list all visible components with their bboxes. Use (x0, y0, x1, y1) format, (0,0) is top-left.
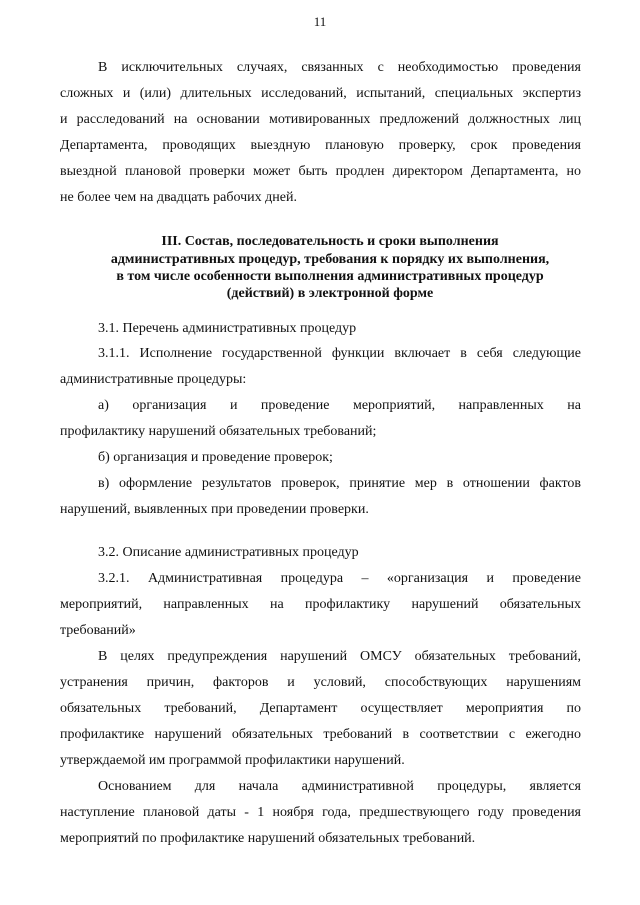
list-item: нарушений, выявленных при проведении проверки. (60, 502, 369, 517)
section-heading-line: (действий) в электронной форме (226, 286, 434, 301)
paragraph-line: не более чем на двадцать рабочих дней. (60, 190, 297, 205)
list-item: в) оформление результатов проверок, принятие мер в отношении фактов (98, 476, 581, 491)
paragraph-line: наступление плановой даты - 1 ноября года, предшествующего году проведения (60, 805, 581, 820)
paragraph-line: сложных и (или) длительных исследований, испытаний, специальных экспертиз (60, 86, 581, 101)
paragraph-line: Основанием для начала административной процедуры, является (98, 779, 581, 794)
subsection-title: 3.2. Описание административных процедур (98, 545, 359, 560)
paragraph-line: мероприятий, направленных на профилактику нарушений обязательных (60, 597, 581, 612)
list-item: профилактику нарушений обязательных требований; (60, 424, 377, 439)
paragraph-line: профилактике нарушений обязательных требований в соответствии с ежегодно (60, 727, 581, 742)
paragraph-line: и расследований на основании мотивированных предложений должностных лиц (60, 112, 581, 127)
paragraph-line: административные процедуры: (60, 372, 247, 387)
section-heading-line: III. Состав, последовательность и сроки выполнения (161, 234, 499, 249)
paragraph-line: требований» (60, 623, 136, 638)
paragraph-line: Департамента, проводящих выездную плановую проверку, срок проведения (60, 138, 581, 153)
paragraph-line: 3.1.1. Исполнение государственной функции включает в себя следующие (98, 346, 581, 361)
list-item: а) организация и проведение мероприятий, направленных на (98, 398, 581, 413)
subsection-title: 3.1. Перечень административных процедур (98, 321, 357, 336)
section-heading-line: в том числе особенности выполнения административных процедур (116, 269, 544, 284)
paragraph-line: мероприятий по профилактике нарушений обязательных требований. (60, 831, 476, 846)
paragraph-line: выездной плановой проверки может быть продлен директором Департамента, но (60, 164, 581, 179)
page-number: 11 (313, 14, 327, 29)
paragraph-line: 3.2.1. Административная процедура – «организация и проведение (98, 571, 581, 586)
paragraph-line: В целях предупреждения нарушений ОМСУ обязательных требований, (98, 649, 581, 664)
paragraph-line: утверждаемой им программой профилактики нарушений. (60, 753, 405, 768)
paragraph-line: устранения причин, факторов и условий, способствующих нарушениям (60, 675, 581, 690)
list-item: б) организация и проведение проверок; (98, 450, 333, 465)
paragraph-line: обязательных требований, Департамент осуществляет мероприятия по (60, 701, 581, 716)
paragraph-line: В исключительных случаях, связанных с необходимостью проведения (98, 60, 581, 75)
section-heading-line: административных процедур, требования к порядку их выполнения, (110, 252, 550, 267)
